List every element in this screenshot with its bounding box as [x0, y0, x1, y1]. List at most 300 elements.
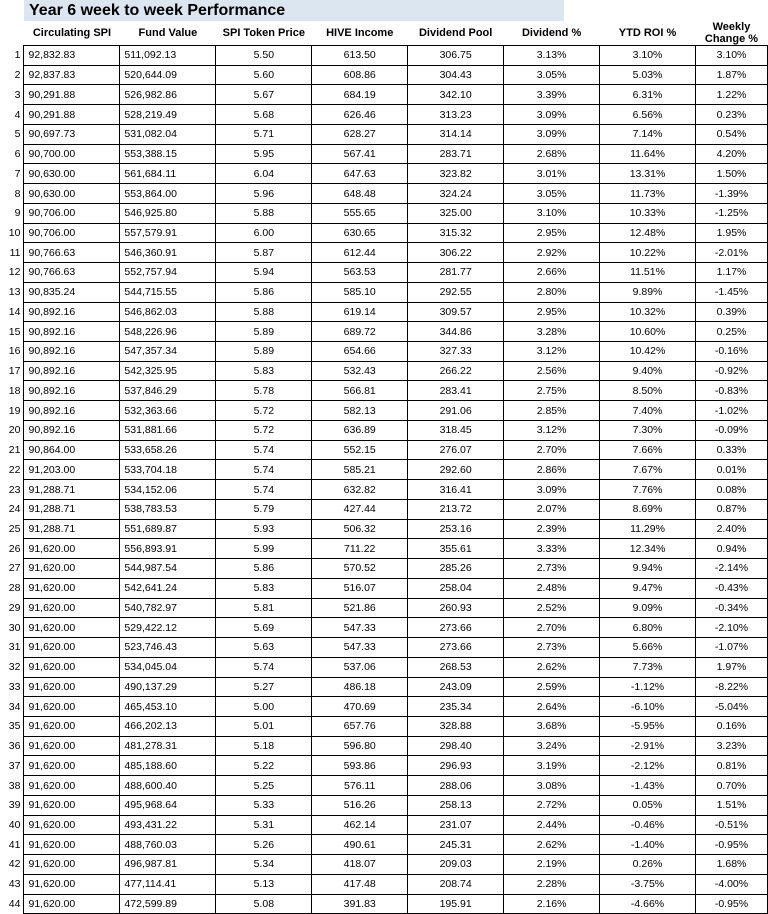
weekly-change-cell: 0.70% [695, 776, 767, 796]
row-number: 29 [8, 601, 21, 614]
row-number: 12 [8, 266, 21, 279]
ytd-roi-cell: 11.73% [600, 184, 696, 204]
spi-token-price-cell: 5.95 [216, 144, 312, 164]
weekly-change-cell: -1.25% [695, 203, 767, 223]
hive-income-cell: 608.86 [312, 65, 408, 85]
weekly-change-cell: -0.92% [695, 361, 767, 381]
table-row [0, 65, 768, 85]
weekly-change-cell: 1.50% [695, 164, 767, 184]
ytd-roi-cell: 6.31% [600, 85, 696, 105]
spi-token-price-cell: 5.00 [216, 697, 312, 717]
weekly-change-cell: 1.51% [695, 795, 767, 815]
dividend-pool-cell: 298.40 [408, 736, 504, 756]
weekly-change-cell: -0.95% [695, 835, 767, 855]
dividend-pct-cell: 2.64% [504, 697, 600, 717]
fund-value-cell: 546,360.91 [120, 243, 216, 263]
circulating-spi-cell: 90,835.24 [24, 282, 120, 302]
dividend-pct-cell: 2.73% [504, 559, 600, 579]
hive-income-cell: 628.27 [312, 124, 408, 144]
fund-value-cell: 466,202.13 [120, 716, 216, 736]
spi-token-price-cell: 5.63 [216, 638, 312, 658]
dividend-pool-cell: 281.77 [408, 263, 504, 283]
dividend-pct-cell: 2.86% [504, 460, 600, 480]
hive-income-cell: 636.89 [312, 420, 408, 440]
row-number: 43 [8, 878, 21, 891]
table-row [0, 756, 768, 776]
fund-value-cell: 544,715.55 [120, 282, 216, 302]
ytd-roi-cell: 0.05% [600, 795, 696, 815]
weekly-change-cell: 0.25% [695, 322, 767, 342]
dividend-pct-cell: 3.01% [504, 164, 600, 184]
dividend-pct-cell: 2.48% [504, 578, 600, 598]
spi-token-price-cell: 5.96 [216, 184, 312, 204]
table-row [0, 815, 768, 835]
row-number: 27 [8, 562, 21, 575]
table-row [0, 657, 768, 677]
dividend-pct-cell: 2.39% [504, 519, 600, 539]
ytd-roi-cell: 11.64% [600, 144, 696, 164]
ytd-roi-cell: -3.75% [600, 874, 696, 894]
dividend-pct-cell: 2.19% [504, 855, 600, 875]
dividend-pct-cell: 2.59% [504, 677, 600, 697]
spi-token-price-cell: 5.08 [216, 894, 312, 914]
fund-value-cell: 546,925.80 [120, 203, 216, 223]
fund-value-cell: 520,644.09 [120, 65, 216, 85]
circulating-spi-cell: 92,832.83 [24, 46, 120, 66]
spi-token-price-cell: 5.18 [216, 736, 312, 756]
table-row [0, 519, 768, 539]
table-row [0, 539, 768, 559]
fund-value-cell: 465,453.10 [120, 697, 216, 717]
hive-income-cell: 576.11 [312, 776, 408, 796]
dividend-pool-cell: 253.16 [408, 519, 504, 539]
fund-value-cell: 544,987.54 [120, 559, 216, 579]
dividend-pool-cell: 283.71 [408, 144, 504, 164]
weekly-change-cell: -1.39% [695, 184, 767, 204]
dividend-pct-cell: 2.16% [504, 894, 600, 914]
hive-income-cell: 391.83 [312, 894, 408, 914]
table-row [0, 776, 768, 796]
table-row [0, 855, 768, 875]
fund-value-cell: 547,357.34 [120, 342, 216, 362]
spi-token-price-cell: 5.25 [216, 776, 312, 796]
row-number: 10 [8, 226, 21, 239]
hive-income-cell: 427.44 [312, 499, 408, 519]
circulating-spi-cell: 91,620.00 [24, 539, 120, 559]
fund-value-cell: 472,599.89 [120, 894, 216, 914]
table-row [0, 381, 768, 401]
row-number: 3 [14, 88, 21, 101]
table-row [0, 795, 768, 815]
fund-value-cell: 542,641.24 [120, 578, 216, 598]
row-number: 5 [14, 128, 21, 141]
circulating-spi-cell: 91,620.00 [24, 559, 120, 579]
spi-token-price-cell: 5.71 [216, 124, 312, 144]
ytd-roi-cell: 13.31% [600, 164, 696, 184]
ytd-roi-cell: 5.66% [600, 638, 696, 658]
dividend-pct-cell: 3.05% [504, 65, 600, 85]
table-row [0, 223, 768, 243]
fund-value-cell: 485,188.60 [120, 756, 216, 776]
hive-income-cell: 547.33 [312, 618, 408, 638]
fund-value-cell: 531,881.66 [120, 420, 216, 440]
weekly-change-cell: -0.43% [695, 578, 767, 598]
dividend-pct-cell: 2.62% [504, 657, 600, 677]
fund-value-cell: 551,689.87 [120, 519, 216, 539]
header-row [0, 21, 768, 46]
fund-value-cell: 493,431.22 [120, 815, 216, 835]
fund-value-cell: 511,092.13 [120, 46, 216, 66]
ytd-roi-cell: 12.34% [600, 539, 696, 559]
dividend-pool-cell: 318.45 [408, 420, 504, 440]
dividend-pool-cell: 266.22 [408, 361, 504, 381]
circulating-spi-cell: 90,700.00 [24, 144, 120, 164]
spi-token-price-cell: 5.88 [216, 203, 312, 223]
hive-income-cell: 593.86 [312, 756, 408, 776]
row-number: 2 [14, 69, 21, 82]
circulating-spi-cell: 90,892.16 [24, 302, 120, 322]
dividend-pct-cell: 2.28% [504, 874, 600, 894]
circulating-spi-cell: 91,620.00 [24, 894, 120, 914]
circulating-spi-cell: 91,620.00 [24, 874, 120, 894]
table-row [0, 243, 768, 263]
dividend-pct-cell: 2.70% [504, 618, 600, 638]
table-row [0, 184, 768, 204]
ytd-roi-cell: 12.48% [600, 223, 696, 243]
dividend-pool-cell: 258.04 [408, 578, 504, 598]
dividend-pool-cell: 355.61 [408, 539, 504, 559]
row-number: 35 [8, 720, 21, 733]
performance-table [0, 21, 768, 914]
dividend-pool-cell: 328.88 [408, 716, 504, 736]
circulating-spi-cell: 90,697.73 [24, 124, 120, 144]
table-row [0, 144, 768, 164]
col-header-dividend-pool: Dividend Pool [408, 21, 504, 46]
spi-token-price-cell: 5.83 [216, 578, 312, 598]
row-number: 13 [8, 286, 21, 299]
row-number: 31 [8, 641, 21, 654]
circulating-spi-cell: 91,288.71 [24, 519, 120, 539]
dividend-pool-cell: 288.06 [408, 776, 504, 796]
ytd-roi-cell: 9.09% [600, 598, 696, 618]
hive-income-cell: 711.22 [312, 539, 408, 559]
row-number: 23 [8, 483, 21, 496]
dividend-pool-cell: 209.03 [408, 855, 504, 875]
dividend-pool-cell: 306.22 [408, 243, 504, 263]
dividend-pool-cell: 344.86 [408, 322, 504, 342]
dividend-pool-cell: 208.74 [408, 874, 504, 894]
row-number: 28 [8, 582, 21, 595]
dividend-pool-cell: 323.82 [408, 164, 504, 184]
dividend-pct-cell: 3.09% [504, 124, 600, 144]
ytd-roi-cell: 10.22% [600, 243, 696, 263]
ytd-roi-cell: 7.30% [600, 420, 696, 440]
spi-token-price-cell: 5.78 [216, 381, 312, 401]
table-row [0, 874, 768, 894]
dividend-pool-cell: 292.60 [408, 460, 504, 480]
row-number: 14 [8, 305, 21, 318]
spi-token-price-cell: 5.69 [216, 618, 312, 638]
spi-token-price-cell: 5.60 [216, 65, 312, 85]
circulating-spi-cell: 91,620.00 [24, 697, 120, 717]
ytd-roi-cell: -6.10% [600, 697, 696, 717]
dividend-pct-cell: 3.08% [504, 776, 600, 796]
fund-value-cell: 523,746.43 [120, 638, 216, 658]
dividend-pct-cell: 2.73% [504, 638, 600, 658]
weekly-change-cell: -1.02% [695, 401, 767, 421]
hive-income-cell: 632.82 [312, 480, 408, 500]
spi-token-price-cell: 5.01 [216, 716, 312, 736]
circulating-spi-cell: 91,288.71 [24, 480, 120, 500]
weekly-change-cell: 1.22% [695, 85, 767, 105]
spi-token-price-cell: 5.13 [216, 874, 312, 894]
circulating-spi-cell: 90,766.63 [24, 263, 120, 283]
spi-token-price-cell: 5.34 [216, 855, 312, 875]
hive-income-cell: 585.10 [312, 282, 408, 302]
fund-value-cell: 528,219.49 [120, 105, 216, 125]
table-row [0, 894, 768, 914]
row-number: 25 [8, 522, 21, 535]
fund-value-cell: 529,422.12 [120, 618, 216, 638]
ytd-roi-cell: -2.12% [600, 756, 696, 776]
ytd-roi-cell: 10.42% [600, 342, 696, 362]
ytd-roi-cell: -1.12% [600, 677, 696, 697]
dividend-pool-cell: 231.07 [408, 815, 504, 835]
dividend-pct-cell: 2.85% [504, 401, 600, 421]
hive-income-cell: 596.80 [312, 736, 408, 756]
row-number: 1 [14, 49, 21, 62]
spi-token-price-cell: 6.00 [216, 223, 312, 243]
col-header-ytd-roi: YTD ROI % [600, 21, 696, 46]
dividend-pool-cell: 313.23 [408, 105, 504, 125]
circulating-spi-cell: 91,620.00 [24, 657, 120, 677]
table-row [0, 638, 768, 658]
ytd-roi-cell: 6.56% [600, 105, 696, 125]
circulating-spi-cell: 91,620.00 [24, 795, 120, 815]
ytd-roi-cell: 9.94% [600, 559, 696, 579]
dividend-pct-cell: 3.24% [504, 736, 600, 756]
dividend-pool-cell: 327.33 [408, 342, 504, 362]
row-number: 4 [14, 108, 21, 121]
ytd-roi-cell: 7.40% [600, 401, 696, 421]
spi-token-price-cell: 5.72 [216, 420, 312, 440]
spi-token-price-cell: 5.33 [216, 795, 312, 815]
spi-token-price-cell: 5.86 [216, 282, 312, 302]
circulating-spi-cell: 90,892.16 [24, 361, 120, 381]
row-number: 33 [8, 680, 21, 693]
circulating-spi-cell: 90,766.63 [24, 243, 120, 263]
hive-income-cell: 537.06 [312, 657, 408, 677]
hive-income-cell: 585.21 [312, 460, 408, 480]
table-row [0, 124, 768, 144]
table-row [0, 618, 768, 638]
weekly-change-cell: -8.22% [695, 677, 767, 697]
dividend-pct-cell: 3.09% [504, 480, 600, 500]
fund-value-cell: 488,760.03 [120, 835, 216, 855]
circulating-spi-cell: 90,864.00 [24, 440, 120, 460]
hive-income-cell: 619.14 [312, 302, 408, 322]
circulating-spi-cell: 91,620.00 [24, 638, 120, 658]
circulating-spi-cell: 90,892.16 [24, 401, 120, 421]
weekly-change-cell: -1.45% [695, 282, 767, 302]
table-body [0, 46, 768, 914]
table-row [0, 480, 768, 500]
ytd-roi-cell: -1.43% [600, 776, 696, 796]
circulating-spi-cell: 90,892.16 [24, 420, 120, 440]
fund-value-cell: 537,846.29 [120, 381, 216, 401]
spi-token-price-cell: 5.94 [216, 263, 312, 283]
dividend-pct-cell: 2.62% [504, 835, 600, 855]
table-row [0, 85, 768, 105]
ytd-roi-cell: 9.89% [600, 282, 696, 302]
row-number: 16 [8, 345, 21, 358]
weekly-change-cell: -0.83% [695, 381, 767, 401]
hive-income-cell: 613.50 [312, 46, 408, 66]
spi-token-price-cell: 5.79 [216, 499, 312, 519]
hive-income-cell: 648.48 [312, 184, 408, 204]
dividend-pool-cell: 296.93 [408, 756, 504, 776]
table-row [0, 440, 768, 460]
circulating-spi-cell: 91,203.00 [24, 460, 120, 480]
row-number: 30 [8, 621, 21, 634]
hive-income-cell: 418.07 [312, 855, 408, 875]
hive-income-cell: 647.63 [312, 164, 408, 184]
weekly-change-cell: 0.54% [695, 124, 767, 144]
col-header-dividend-pct: Dividend % [504, 21, 600, 46]
table-row [0, 736, 768, 756]
col-header-weekly-change: Weekly Change % [695, 21, 767, 46]
row-number: 39 [8, 799, 21, 812]
spi-token-price-cell: 6.04 [216, 164, 312, 184]
weekly-change-cell: 3.10% [695, 46, 767, 66]
circulating-spi-cell: 91,620.00 [24, 677, 120, 697]
table-row [0, 835, 768, 855]
col-header-spi-token-price: SPI Token Price [216, 21, 312, 46]
weekly-change-cell: 0.01% [695, 460, 767, 480]
dividend-pct-cell: 2.92% [504, 243, 600, 263]
hive-income-cell: 547.33 [312, 638, 408, 658]
row-number: 40 [8, 819, 21, 831]
circulating-spi-cell: 91,620.00 [24, 835, 120, 855]
dividend-pct-cell: 3.68% [504, 716, 600, 736]
dividend-pct-cell: 2.95% [504, 223, 600, 243]
weekly-change-cell: 0.87% [695, 499, 767, 519]
hive-income-cell: 630.65 [312, 223, 408, 243]
table-row [0, 401, 768, 421]
ytd-roi-cell: 10.60% [600, 322, 696, 342]
spi-token-price-cell: 5.81 [216, 598, 312, 618]
weekly-change-cell: 4.20% [695, 144, 767, 164]
weekly-change-cell: -0.34% [695, 598, 767, 618]
hive-income-cell: 516.07 [312, 578, 408, 598]
fund-value-cell: 552,757.94 [120, 263, 216, 283]
dividend-pct-cell: 2.72% [504, 795, 600, 815]
hive-income-cell: 486.18 [312, 677, 408, 697]
ytd-roi-cell: 11.51% [600, 263, 696, 283]
dividend-pool-cell: 213.72 [408, 499, 504, 519]
spi-token-price-cell: 5.89 [216, 342, 312, 362]
spi-token-price-cell: 5.99 [216, 539, 312, 559]
spi-token-price-cell: 5.72 [216, 401, 312, 421]
ytd-roi-cell: 8.50% [600, 381, 696, 401]
ytd-roi-cell: 5.03% [600, 65, 696, 85]
table-row [0, 598, 768, 618]
weekly-change-cell: 0.94% [695, 539, 767, 559]
circulating-spi-cell: 91,620.00 [24, 855, 120, 875]
table-row [0, 164, 768, 184]
spi-token-price-cell: 5.50 [216, 46, 312, 66]
row-number: 21 [8, 444, 21, 457]
table-row [0, 322, 768, 342]
weekly-change-cell: -2.14% [695, 559, 767, 579]
dividend-pct-cell: 3.12% [504, 342, 600, 362]
weekly-change-cell: -1.07% [695, 638, 767, 658]
dividend-pool-cell: 292.55 [408, 282, 504, 302]
hive-income-cell: 521.86 [312, 598, 408, 618]
ytd-roi-cell: -2.91% [600, 736, 696, 756]
spi-token-price-cell: 5.27 [216, 677, 312, 697]
row-number: 7 [14, 167, 21, 180]
dividend-pct-cell: 3.28% [504, 322, 600, 342]
circulating-spi-cell: 90,630.00 [24, 184, 120, 204]
dividend-pool-cell: 304.43 [408, 65, 504, 85]
fund-value-cell: 542,325.95 [120, 361, 216, 381]
circulating-spi-cell: 91,620.00 [24, 618, 120, 638]
hive-income-cell: 654.66 [312, 342, 408, 362]
dividend-pool-cell: 314.14 [408, 124, 504, 144]
table-row [0, 263, 768, 283]
weekly-change-cell: 3.23% [695, 736, 767, 756]
ytd-roi-cell: 10.33% [600, 203, 696, 223]
row-number: 6 [14, 148, 21, 161]
fund-value-cell: 540,782.97 [120, 598, 216, 618]
circulating-spi-cell: 90,892.16 [24, 322, 120, 342]
dividend-pool-cell: 283.41 [408, 381, 504, 401]
table-row [0, 499, 768, 519]
row-number: 37 [8, 759, 21, 772]
table-row [0, 46, 768, 66]
hive-income-cell: 563.53 [312, 263, 408, 283]
dividend-pool-cell: 273.66 [408, 618, 504, 638]
dividend-pct-cell: 2.07% [504, 499, 600, 519]
circulating-spi-cell: 91,620.00 [24, 716, 120, 736]
weekly-change-cell: -0.16% [695, 342, 767, 362]
hive-income-cell: 552.15 [312, 440, 408, 460]
spi-token-price-cell: 5.74 [216, 460, 312, 480]
table-row [0, 420, 768, 440]
dividend-pct-cell: 2.95% [504, 302, 600, 322]
circulating-spi-cell: 91,620.00 [24, 756, 120, 776]
ytd-roi-cell: 7.66% [600, 440, 696, 460]
row-number: 15 [8, 325, 21, 338]
ytd-roi-cell: 10.32% [600, 302, 696, 322]
circulating-spi-cell: 90,630.00 [24, 164, 120, 184]
dividend-pct-cell: 2.68% [504, 144, 600, 164]
spi-token-price-cell: 5.83 [216, 361, 312, 381]
dividend-pool-cell: 291.06 [408, 401, 504, 421]
weekly-change-cell: 1.17% [695, 263, 767, 283]
dividend-pct-cell: 2.44% [504, 815, 600, 835]
row-number: 22 [8, 463, 21, 476]
circulating-spi-cell: 91,620.00 [24, 776, 120, 796]
fund-value-cell: 534,152.06 [120, 480, 216, 500]
fund-value-cell: 495,968.64 [120, 795, 216, 815]
row-number: 20 [8, 424, 21, 437]
row-number: 41 [8, 838, 21, 851]
dividend-pool-cell: 260.93 [408, 598, 504, 618]
row-number: 24 [8, 503, 21, 516]
hive-income-cell: 567.41 [312, 144, 408, 164]
